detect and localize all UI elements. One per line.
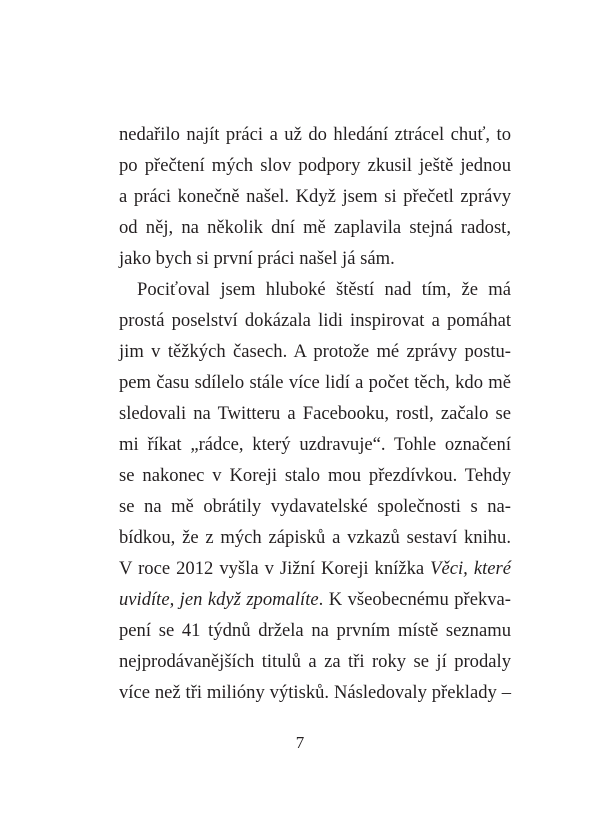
text-line: po přečtení mých slov podpory zkusil ještě jednou <box>119 155 511 176</box>
line-text: V roce 2012 vyšla v Jižní Koreji knížka <box>119 558 431 579</box>
text-line: nejprodávanějších titulů a za tři roky se jí prodaly <box>119 651 511 672</box>
text-line: pem času sdílelo stále více lidí a počet těch, kdo mě <box>119 372 511 393</box>
text-line: mi říkat „rádce, který uzdravuje“. Tohle označení <box>119 434 511 455</box>
text-line-with-book-title <box>119 588 511 612</box>
text-line-with-book-title <box>119 557 511 581</box>
paragraph-first-line: Pociťoval jsem hluboké štěstí nad tím, že má <box>137 279 511 300</box>
text-line: jim v těžkých časech. A protože mé zprávy postu- <box>119 341 511 362</box>
text-line: jako bych si první práci našel já sám. <box>119 248 395 269</box>
text-line: prostá poselství dokázala lidi inspirovat a pomáhat <box>119 310 511 331</box>
text-line: se nakonec v Koreji stalo mou přezdívkou. Tehdy <box>119 465 511 486</box>
page-number: 7 <box>295 733 305 752</box>
text-line: více než tři milióny výtisků. Následovaly překlady – <box>119 682 511 703</box>
text-line: pení se 41 týdnů držela na prvním místě seznamu <box>119 620 511 641</box>
book-title-italic: uvidíte, jen když zpomalíte <box>119 589 319 610</box>
text-line: se na mě obrátily vydavatelské společnosti s na- <box>119 496 511 517</box>
line-text: . K všeobecnému překva- <box>318 589 511 610</box>
text-line: od něj, na několik dní mě zaplavila stejná radost, <box>119 217 511 238</box>
text-line: a práci konečně našel. Když jsem si přečetl zprávy <box>119 186 511 207</box>
text-line: sledovali na Twitteru a Facebooku, rostl, začalo se <box>119 403 511 424</box>
book-title-italic: Věci, které <box>430 558 511 579</box>
text-line: nedařilo najít práci a už do hledání ztrácel chuť, to <box>119 124 511 145</box>
text-line: bídkou, že z mých zápisků a vzkazů sestaví knihu. <box>119 527 511 548</box>
